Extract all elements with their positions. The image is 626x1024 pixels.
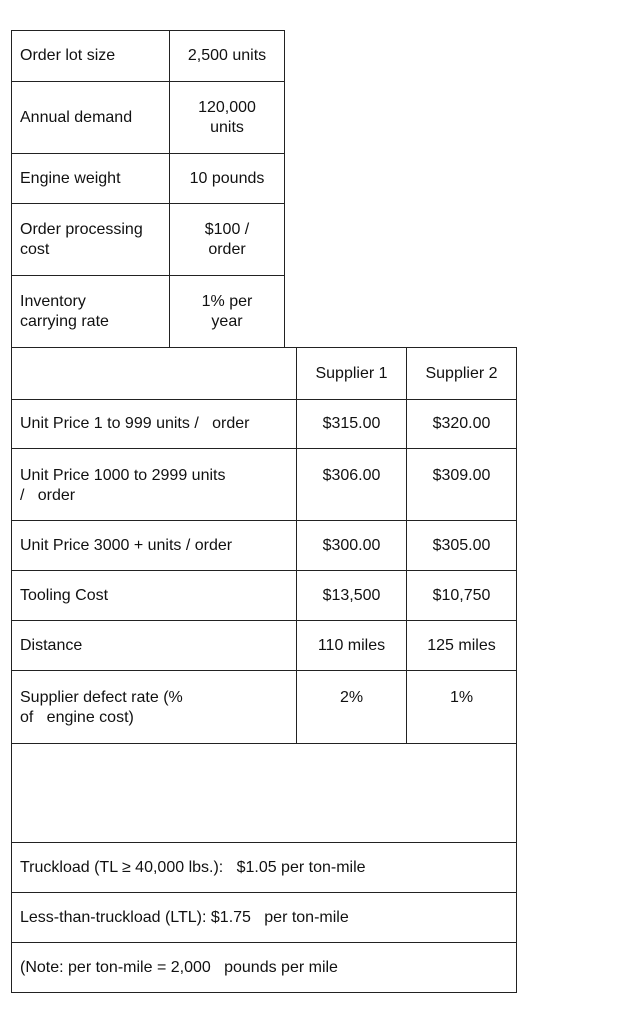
param-label-order-lot-size: Order lot size: [11, 30, 170, 82]
supplier-1-tooling-cost: $13,500: [296, 570, 407, 621]
param-value-engine-weight: 10 pounds: [169, 153, 285, 204]
supplier-1-unit-price-3000-plus: $300.00: [296, 520, 407, 571]
param-label-inventory-carrying-rate: Inventory carrying rate: [11, 275, 170, 348]
row-label-unit-price-1000-2999: Unit Price 1000 to 2999 units / order: [11, 448, 297, 521]
row-label-unit-price-1-999: Unit Price 1 to 999 units / order: [11, 399, 297, 449]
row-label-tooling-cost: Tooling Cost: [11, 570, 297, 621]
param-value-inventory-carrying-rate: 1% per year: [169, 275, 285, 348]
supplier-2-unit-price-1000-2999: $309.00: [406, 448, 517, 521]
row-label-unit-price-3000-plus: Unit Price 3000 + units / order: [11, 520, 297, 571]
supplier-1-distance: 110 miles: [296, 620, 407, 671]
param-value-annual-demand: 120,000 units: [169, 81, 285, 154]
supplier-2-unit-price-1-999: $320.00: [406, 399, 517, 449]
supplier-2-unit-price-3000-plus: $305.00: [406, 520, 517, 571]
supplier-1-unit-price-1-999: $315.00: [296, 399, 407, 449]
row-label-supplier-defect-rate: Supplier defect rate (% of engine cost): [11, 670, 297, 744]
blank-row: [11, 743, 517, 843]
supplier-1-unit-price-1000-2999: $306.00: [296, 448, 407, 521]
ton-mile-note: (Note: per ton-mile = 2,000 pounds per mile: [11, 942, 517, 993]
supplier-2-defect-rate: 1%: [406, 670, 517, 744]
param-label-engine-weight: Engine weight: [11, 153, 170, 204]
param-value-order-lot-size: 2,500 units: [169, 30, 285, 82]
supplier-2-tooling-cost: $10,750: [406, 570, 517, 621]
less-than-truckload-rate: Less-than-truckload (LTL): $1.75 per ton-mile: [11, 892, 517, 943]
supplier-header-blank: [11, 347, 297, 400]
supplier-1-defect-rate: 2%: [296, 670, 407, 744]
param-label-order-processing-cost: Order processing cost: [11, 203, 170, 276]
param-label-annual-demand: Annual demand: [11, 81, 170, 154]
row-label-distance: Distance: [11, 620, 297, 671]
param-value-order-processing-cost: $100 / order: [169, 203, 285, 276]
supplier-2-header: Supplier 2: [406, 347, 517, 400]
supplier-2-distance: 125 miles: [406, 620, 517, 671]
supplier-1-header: Supplier 1: [296, 347, 407, 400]
truckload-rate: Truckload (TL ≥ 40,000 lbs.): $1.05 per ton-mile: [11, 842, 517, 893]
